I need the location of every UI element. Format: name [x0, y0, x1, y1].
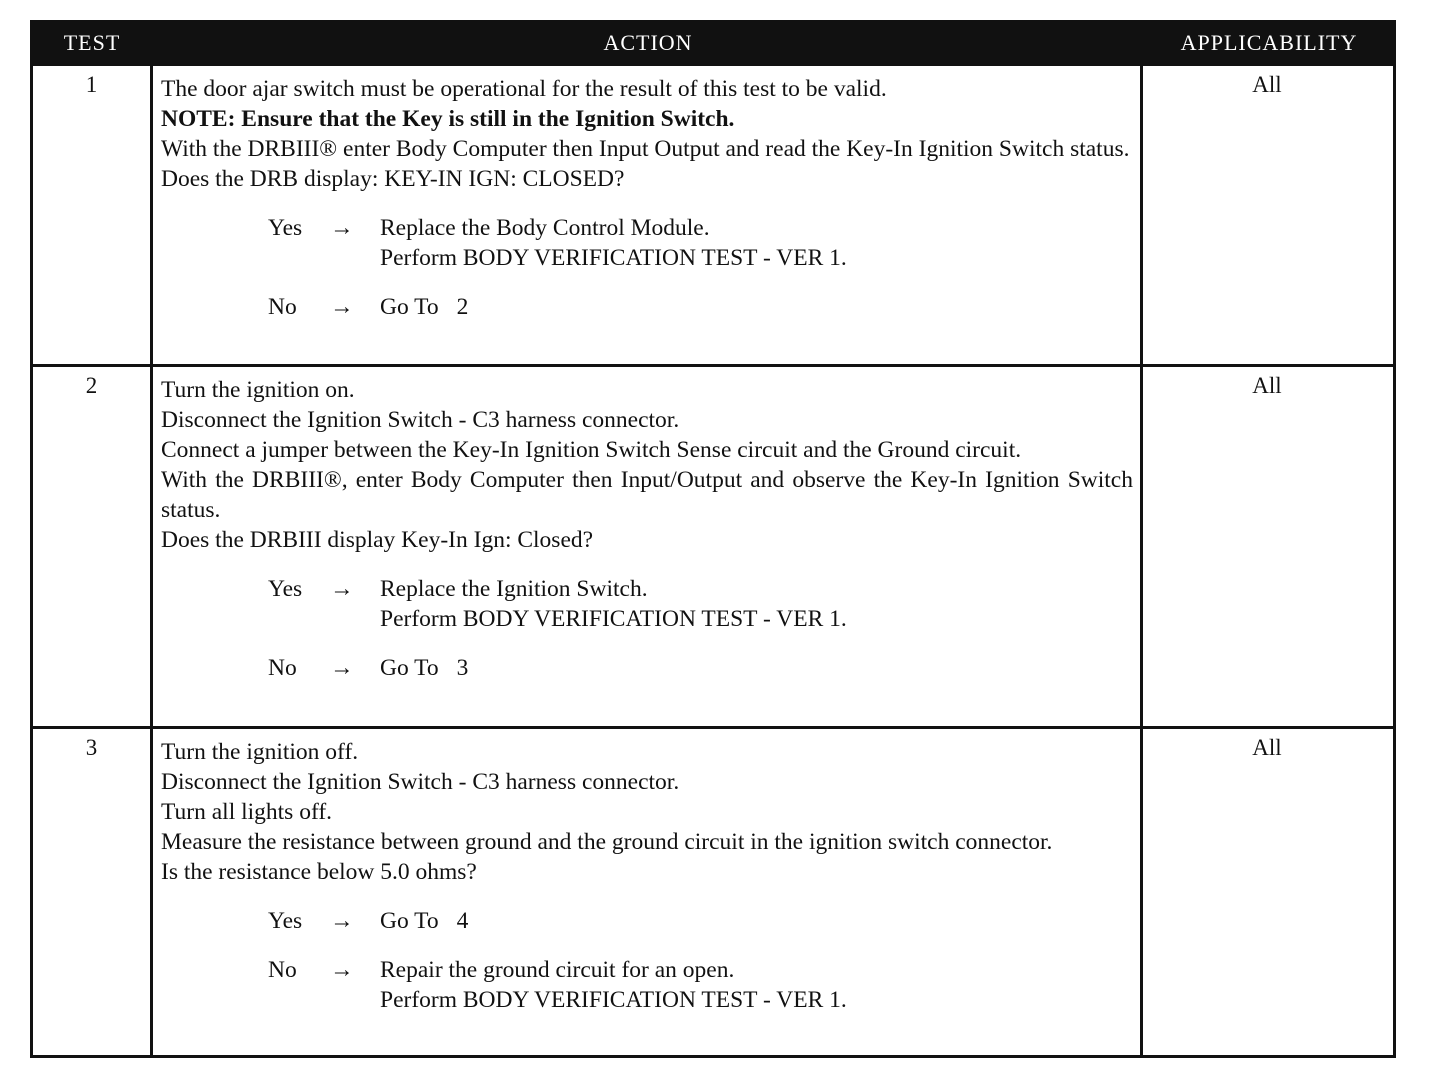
header-test: TEST — [63, 30, 121, 55]
test-number: 1 — [85, 72, 98, 97]
table-row — [33, 726, 1393, 1058]
yes-label: Yes — [268, 576, 303, 602]
outcome-result — [380, 292, 468, 322]
outcome-result — [380, 653, 468, 683]
result-line: Perform BODY VERIFICATION TEST - VER 1. — [380, 987, 847, 1013]
table-row — [33, 63, 1393, 364]
action-question: Does the DRB display: KEY-IN IGN: CLOSED? — [161, 166, 625, 192]
outcome-no — [161, 292, 1133, 322]
outcome-no — [161, 653, 1133, 683]
header-action: ACTION — [603, 30, 693, 55]
action-cell — [161, 737, 1133, 1015]
applicability-value: All — [1252, 72, 1282, 97]
header-applicability: APPLICABILITY — [1180, 30, 1358, 55]
outcome-yes — [161, 906, 1133, 936]
no-label: No — [268, 294, 297, 320]
applicability-value: All — [1252, 735, 1282, 760]
no-label: No — [268, 957, 297, 983]
action-line: Measure the resistance between ground and the ground circuit in the ignition switch connector. — [161, 829, 1053, 855]
result-line: Perform BODY VERIFICATION TEST - VER 1. — [380, 606, 847, 632]
action-line: Connect a jumper between the Key-In Ignition Switch Sense circuit and the Ground circuit. — [161, 437, 1022, 463]
table-row — [33, 364, 1393, 726]
yes-label: Yes — [268, 908, 303, 934]
outcome-result — [380, 574, 847, 634]
action-cell — [161, 74, 1133, 322]
action-cell — [161, 375, 1133, 683]
column-divider — [150, 367, 153, 726]
arrow-icon: → — [330, 957, 354, 983]
action-question: Does the DRBIII display Key-In Ign: Closed? — [161, 527, 594, 553]
no-label: No — [268, 655, 297, 681]
yes-label: Yes — [268, 215, 303, 241]
test-number: 2 — [85, 373, 98, 398]
result-line: Replace the Ignition Switch. — [380, 576, 648, 602]
action-question: Is the resistance below 5.0 ohms? — [161, 859, 477, 885]
goto-text: Go To — [380, 294, 439, 320]
column-divider — [1140, 729, 1143, 1058]
outcome-yes — [161, 574, 1133, 634]
action-line: The door ajar switch must be operational for the result of this test to be valid. — [161, 76, 887, 102]
column-divider — [1140, 367, 1143, 726]
column-divider — [150, 66, 153, 364]
goto-text: Go To — [380, 908, 439, 934]
column-divider — [1140, 66, 1143, 364]
goto-step: 2 — [456, 294, 469, 320]
arrow-icon: → — [330, 655, 354, 681]
goto-step: 3 — [456, 655, 469, 681]
outcome-no — [161, 955, 1133, 1015]
action-line: With the DRBIII® enter Body Computer then Input Output and read the Key-In Ignition Switch status. — [161, 136, 1130, 162]
result-line: Perform BODY VERIFICATION TEST - VER 1. — [380, 245, 847, 271]
goto-text: Go To — [380, 655, 439, 681]
result-line: Replace the Body Control Module. — [380, 215, 710, 241]
arrow-icon: → — [330, 576, 354, 602]
action-line: Disconnect the Ignition Switch - C3 harness connector. — [161, 769, 680, 795]
test-number: 3 — [85, 735, 98, 760]
arrow-icon: → — [330, 294, 354, 320]
outcome-result — [380, 906, 468, 936]
action-line: With the DRBIII®, enter Body Computer then Input/Output and observe the Key-In Ignition Switch status. — [161, 467, 1133, 523]
outcome-result — [380, 955, 847, 1015]
action-line: Turn all lights off. — [161, 799, 333, 825]
table-header — [33, 23, 1393, 63]
result-line: Repair the ground circuit for an open. — [380, 957, 735, 983]
outcome-result — [380, 213, 847, 273]
diagnostic-test-table — [30, 20, 1396, 1058]
arrow-icon: → — [330, 215, 354, 241]
goto-step: 4 — [456, 908, 469, 934]
outcome-yes — [161, 213, 1133, 273]
action-line: Turn the ignition off. — [161, 739, 359, 765]
arrow-icon: → — [330, 908, 354, 934]
action-note: NOTE: Ensure that the Key is still in the Ignition Switch. — [161, 106, 735, 132]
action-line: Turn the ignition on. — [161, 377, 355, 403]
action-line: Disconnect the Ignition Switch - C3 harness connector. — [161, 407, 680, 433]
applicability-value: All — [1252, 373, 1282, 398]
column-divider — [150, 729, 153, 1058]
